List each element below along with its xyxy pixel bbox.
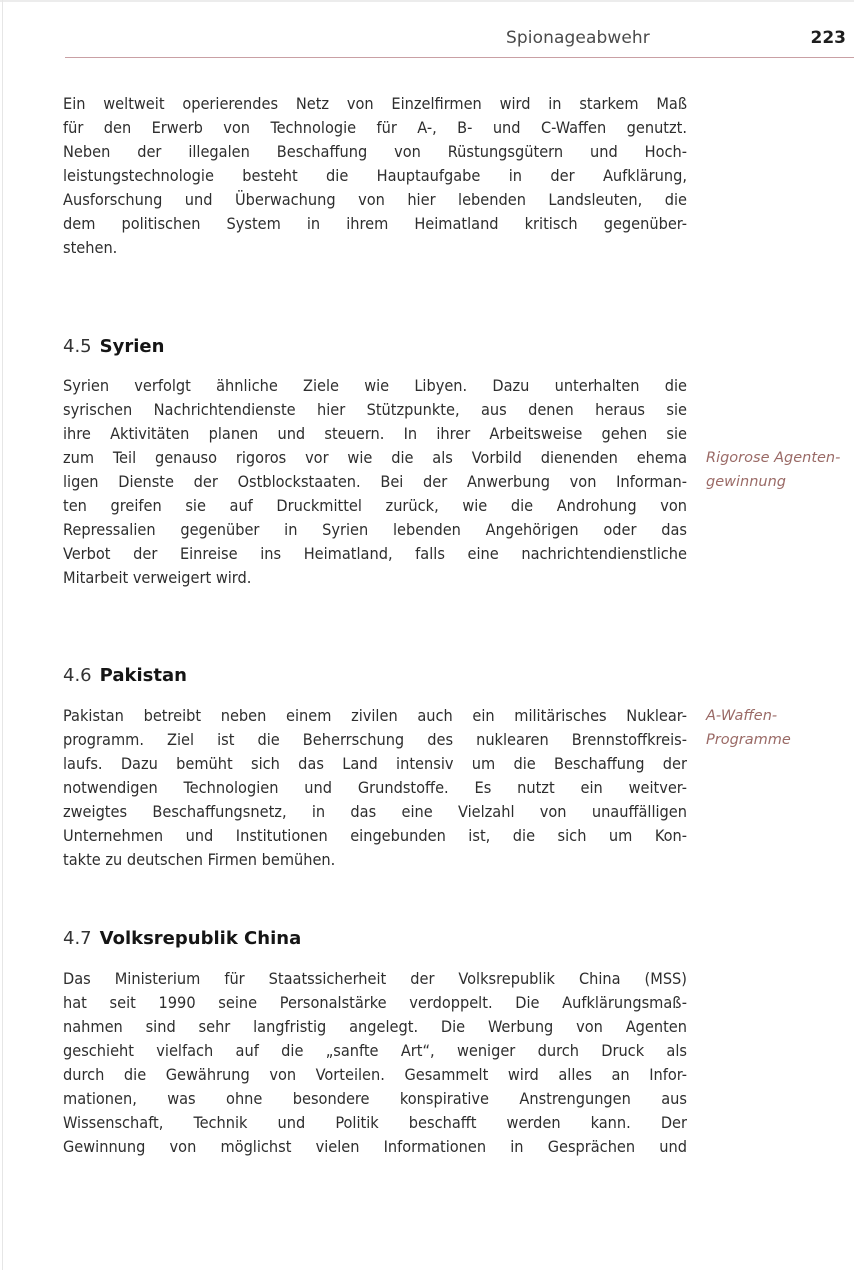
text-line: leistungstechnologie besteht die Hauptaufgabe in der Aufklärung,: [63, 166, 687, 185]
page-left-edge: [2, 0, 3, 1270]
text-line: syrischen Nachrichtendienste hier Stützpunkte, aus denen heraus sie: [63, 400, 687, 419]
text-line: durch die Gewährung von Vorteilen. Gesammelt wird alles an Infor-: [63, 1065, 687, 1084]
margin-note-line: gewinnung: [706, 474, 786, 490]
intro-paragraph: [63, 92, 687, 260]
text-line: ten greifen sie auf Druckmittel zurück, wie die Androhung von: [63, 496, 687, 515]
section-heading-syrien: [63, 336, 164, 357]
text-line: dem politischen System in ihrem Heimatland kritisch gegenüber-: [63, 214, 687, 233]
text-line: zum Teil genauso rigoros vor wie die als Vorbild dienenden ehema: [63, 448, 687, 467]
margin-note-line: A-Waffen-: [706, 708, 778, 724]
text-line: Neben der illegalen Beschaffung von Rüstungsgütern und Hoch-: [63, 142, 687, 161]
text-line: geschieht vielfach auf die „sanfte Art“, weniger durch Druck als: [63, 1041, 687, 1060]
text-line: ligen Dienste der Ostblockstaaten. Bei der Anwerbung von Informan-: [63, 472, 687, 491]
section-title: Syrien: [99, 336, 165, 357]
text-line: programm. Ziel ist die Beherrschung des nuklearen Brennstoffkreis-: [63, 730, 687, 749]
margin-note-line: Programme: [706, 732, 791, 748]
margin-note-rigorose-agentengewinnung: [706, 446, 854, 494]
section-heading-volksrepublik-china: [63, 928, 301, 949]
text-line: Das Ministerium für Staatssicherheit der Volksrepublik China (MSS): [63, 969, 687, 988]
text-line: hat seit 1990 seine Personalstärke verdoppelt. Die Aufklärungsmaß-: [63, 993, 687, 1012]
text-line: laufs. Dazu bemüht sich das Land intensiv um die Beschaffung der: [63, 754, 687, 773]
page-number: 223: [810, 28, 846, 48]
header-rule: [65, 57, 854, 58]
running-title: Spionageabwehr: [506, 28, 650, 48]
section-body-volksrepublik-china: [63, 967, 687, 1159]
text-line: zweigtes Beschaffungsnetz, in das eine Vielzahl von unauffälligen: [63, 802, 687, 821]
section-body-pakistan: [63, 704, 687, 872]
text-line: takte zu deutschen Firmen bemühen.: [63, 850, 336, 869]
text-line: Pakistan betreibt neben einem zivilen auch ein militärisches Nuklear-: [63, 706, 687, 725]
running-header: [0, 28, 854, 54]
section-body-syrien: [63, 374, 687, 590]
section-title: Pakistan: [99, 665, 187, 686]
text-line: für den Erwerb von Technologie für A-, B- und C-Waffen genutzt.: [63, 118, 687, 137]
text-line: Ausforschung und Überwachung von hier lebenden Landsleuten, die: [63, 190, 687, 209]
text-line: Verbot der Einreise ins Heimatland, falls eine nachrichtendienstliche: [63, 544, 687, 563]
margin-note-a-waffen-programme: [706, 704, 854, 752]
text-line: Wissenschaft, Technik und Politik beschafft werden kann. Der: [63, 1113, 687, 1132]
text-line: stehen.: [63, 238, 118, 257]
section-number: 4.6: [63, 665, 92, 686]
margin-note-line: Rigorose Agenten-: [706, 450, 841, 466]
text-line: ihre Aktivitäten planen und steuern. In ihrer Arbeitsweise gehen sie: [63, 424, 687, 443]
page-top-edge: [0, 0, 854, 2]
section-number: 4.5: [63, 336, 92, 357]
section-number: 4.7: [63, 928, 92, 949]
text-line: Syrien verfolgt ähnliche Ziele wie Libyen. Dazu unterhalten die: [63, 376, 687, 395]
text-line: Repressalien gegenüber in Syrien lebenden Angehörigen oder das: [63, 520, 687, 539]
text-line: Gewinnung von möglichst vielen Informationen in Gesprächen und: [63, 1137, 687, 1156]
section-title: Volksrepublik China: [99, 928, 302, 949]
text-line: Ein weltweit operierendes Netz von Einzelfirmen wird in starkem Maß: [63, 94, 687, 113]
text-line: nahmen sind sehr langfristig angelegt. Die Werbung von Agenten: [63, 1017, 687, 1036]
section-heading-pakistan: [63, 665, 187, 686]
text-line: Mitarbeit verweigert wird.: [63, 568, 252, 587]
text-line: mationen, was ohne besondere konspirative Anstrengungen aus: [63, 1089, 687, 1108]
text-line: notwendigen Technologien und Grundstoffe. Es nutzt ein weitver-: [63, 778, 687, 797]
text-line: Unternehmen und Institutionen eingebunden ist, die sich um Kon-: [63, 826, 687, 845]
